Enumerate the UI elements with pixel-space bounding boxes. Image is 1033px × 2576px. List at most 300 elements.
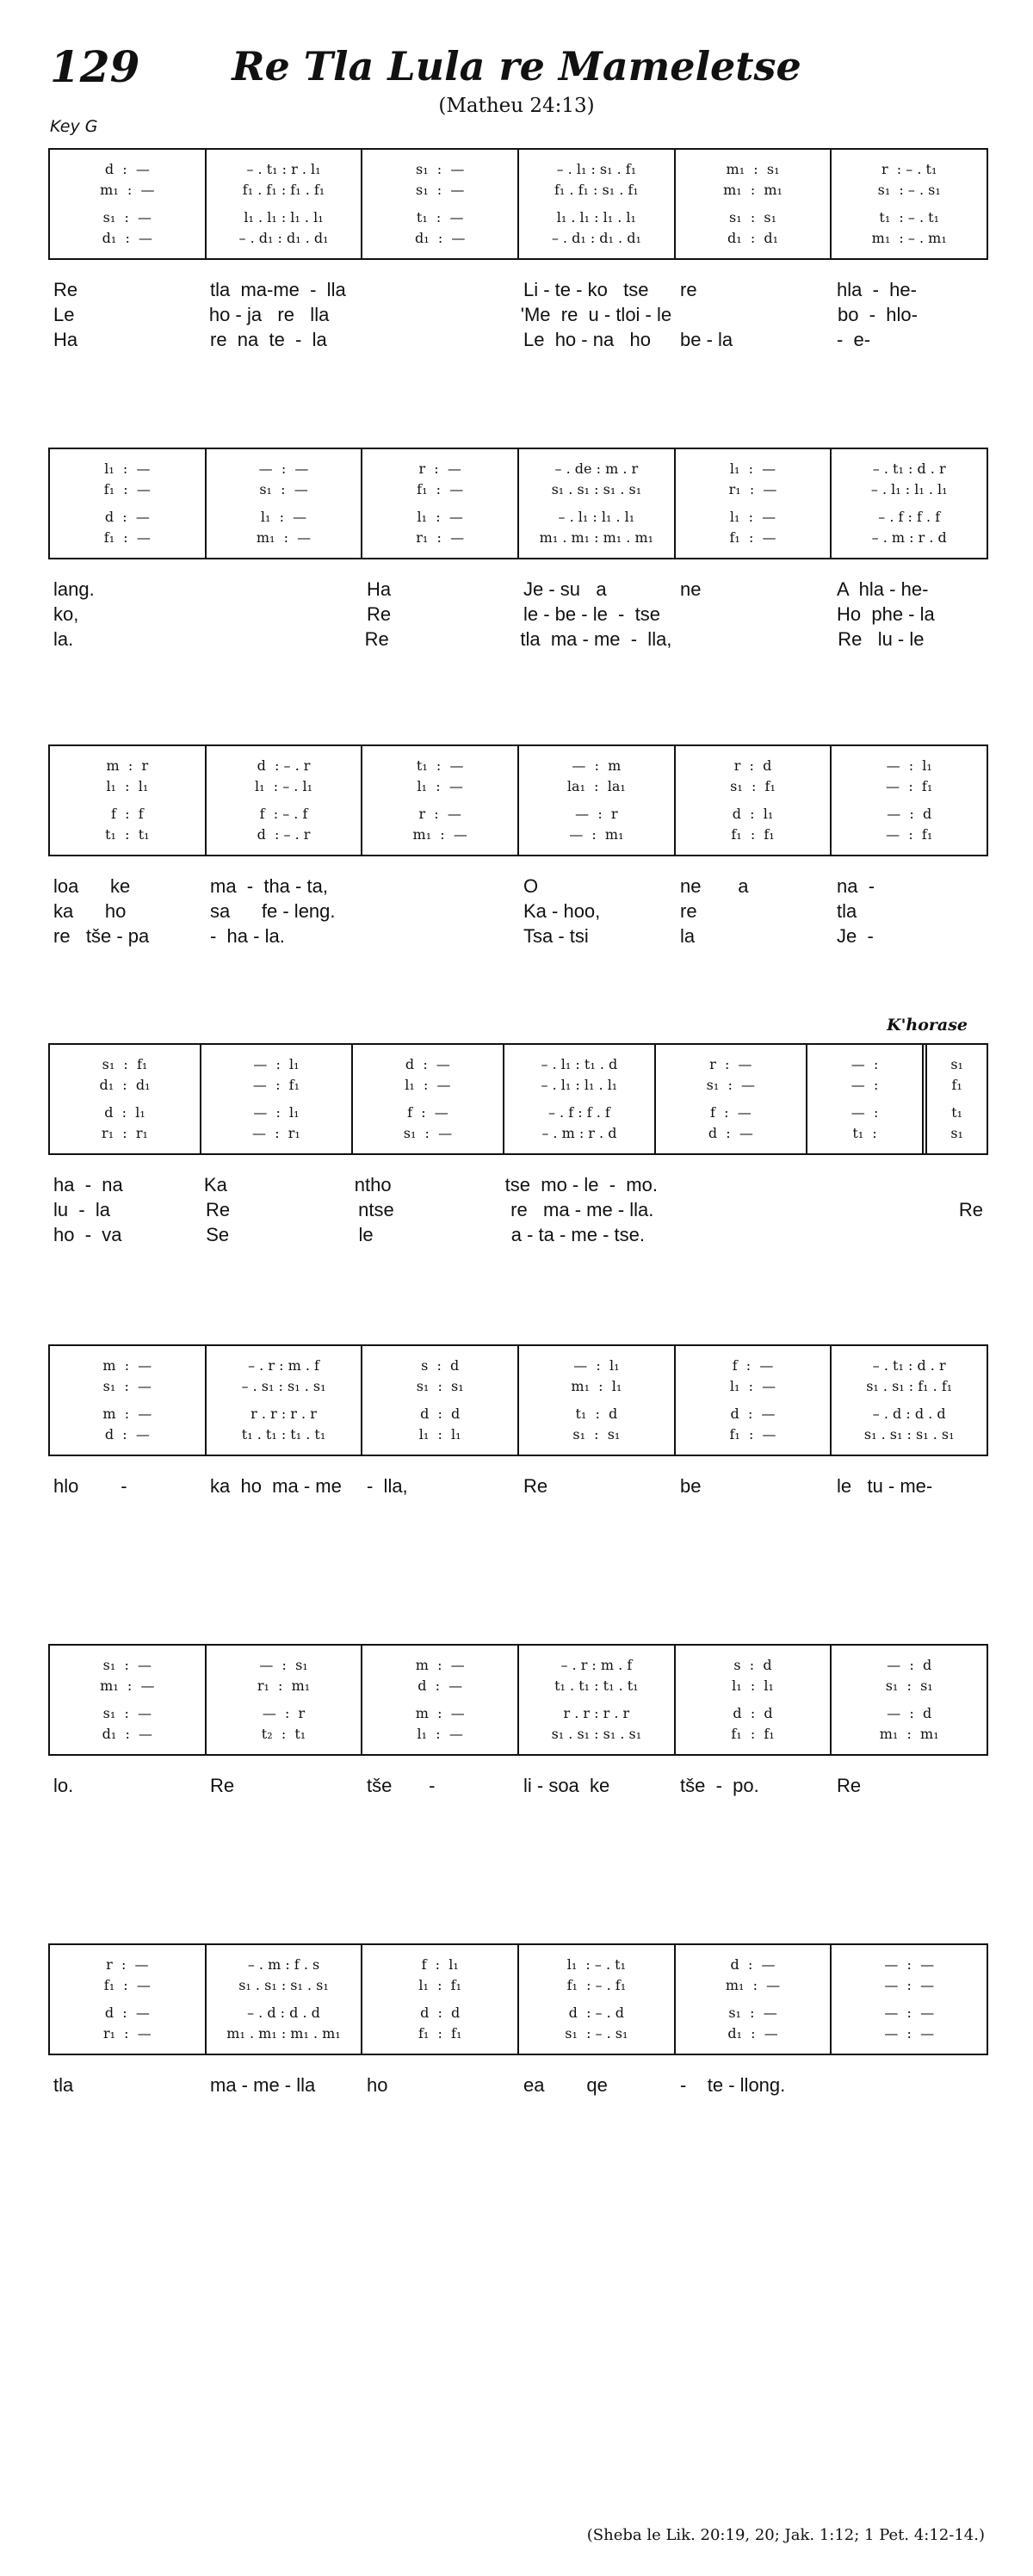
solfa-voice: d : —: [418, 1677, 463, 1694]
lyric-syllables: Le: [53, 304, 75, 325]
solfa-voice: s₁ : s₁: [729, 209, 777, 225]
lyric-syllables: la: [680, 925, 696, 947]
lyric-syllables: ho - ja re lla: [208, 304, 330, 325]
lyric-syllables: [205, 602, 362, 627]
solfa-voice: – . d : d . d: [872, 1405, 946, 1422]
lyric-syllables: [362, 874, 518, 899]
music-system: [48, 1644, 988, 1798]
solfa-voice: r : – . t₁: [881, 161, 937, 177]
solfa-voice: d₁ : —: [102, 230, 153, 246]
solfa-voice: f₁: [951, 1077, 962, 1093]
lyric-syllables: tla ma - me - lla,: [520, 628, 672, 650]
lyric-syllables: re: [680, 900, 697, 922]
solfa-voice: f₁ : f₁: [731, 826, 775, 843]
solfa-voice: s₁ . s₁ : s₁ . s₁: [238, 1977, 329, 1993]
solfa-voice: — : f₁: [886, 826, 933, 843]
lyric-syllables: bo - hlo-: [838, 304, 918, 325]
measure: [676, 1646, 832, 1754]
lyric-syllables: [811, 1222, 928, 1247]
lyric-syllables: ko,: [53, 603, 79, 625]
lyric-syllables: [832, 2073, 988, 2097]
solfa-voice: t₂ : t₁: [261, 1726, 306, 1742]
measure: [832, 1945, 987, 2054]
solfa-voice: – . de : m . r: [554, 460, 639, 477]
solfa-voice: – . m : r . d: [541, 1125, 617, 1141]
key-signature: Key G: [50, 117, 98, 136]
solfa-voice: – . f : f . f: [547, 1104, 610, 1121]
solfa-voice: l₁ : —: [729, 509, 776, 525]
solfa-voice: f₁ : —: [103, 1977, 151, 1993]
lyric-syllables: [362, 899, 518, 924]
solfa-voice: s₁ : —: [403, 1125, 453, 1141]
solfa-voice: t₁ . t₁ : t₁ . t₁: [241, 1426, 326, 1442]
staff: [48, 1344, 988, 1456]
solfa-voice: f₁ : – . f₁: [566, 1977, 627, 1993]
lyrics-block: [48, 2073, 988, 2097]
solfa-voice: s₁: [950, 1056, 963, 1072]
lyric-line: [48, 874, 988, 899]
solfa-voice: s₁ : —: [416, 182, 465, 198]
solfa-voice: r : d: [733, 757, 772, 774]
solfa-voice: — : l₁: [253, 1104, 300, 1121]
measure: [50, 1045, 201, 1153]
lyric-line: [48, 1222, 988, 1247]
lyric-syllables: Ka - hoo,: [523, 900, 601, 922]
lyric-syllables: [675, 602, 832, 627]
measure: [207, 449, 363, 558]
solfa-voice: t₁ : —: [416, 209, 464, 225]
solfa-voice: d : —: [104, 161, 150, 177]
solfa-voice: l₁ : —: [260, 509, 307, 525]
measure: [50, 1346, 207, 1455]
lyric-syllables: a - ta - me - tse.: [510, 1224, 646, 1245]
lyric-line: [48, 924, 988, 948]
solfa-voice: s₁ : – . s₁: [877, 182, 941, 198]
solfa-voice: r₁ : r₁: [102, 1125, 148, 1141]
solfa-voice: f₁ : —: [729, 529, 776, 546]
solfa-voice: — : l₁: [253, 1056, 300, 1072]
solfa-voice: f : l₁: [421, 1956, 459, 1973]
measure: [362, 1945, 519, 2054]
lyric-syllables: re tše - pa: [53, 925, 150, 947]
lyric-syllables: tla: [837, 900, 857, 922]
solfa-voice: t₁ : —: [416, 757, 464, 774]
solfa-voice: – . l₁ : l₁ . l₁: [870, 481, 948, 497]
solfa-voice: m₁ : m₁: [723, 182, 782, 198]
solfa-voice: f₁ . f₁ : f₁ . f₁: [242, 182, 325, 198]
measure: [353, 1045, 504, 1153]
lyric-syllables: hlo -: [53, 1475, 127, 1497]
solfa-voice: s : d: [421, 1357, 460, 1374]
solfa-voice: – . f : f . f: [878, 509, 941, 525]
solfa-voice: t₁: [951, 1104, 963, 1121]
solfa-voice: l₁ : – . l₁: [255, 778, 312, 794]
solfa-voice: d₁ : d₁: [99, 1077, 151, 1093]
solfa-voice: s₁ : f₁: [102, 1056, 148, 1072]
staff: [48, 1043, 988, 1155]
lyric-syllables: Re: [53, 279, 78, 300]
solfa-voice: d : l₁: [104, 1104, 145, 1121]
solfa-voice: s₁: [950, 1125, 963, 1141]
solfa-voice: s₁ : s₁: [885, 1677, 933, 1694]
measure: [50, 746, 207, 855]
solfa-voice: r : —: [709, 1056, 752, 1072]
solfa-voice: l₁ : —: [405, 1077, 451, 1093]
lyric-syllables: tla: [53, 2074, 74, 2096]
solfa-voice: s₁ : —: [416, 161, 465, 177]
lyric-syllables: re: [680, 279, 697, 300]
solfa-voice: s₁ : – . s₁: [565, 2025, 628, 2042]
solfa-voice: – . t₁ : d . r: [872, 460, 946, 477]
lyric-syllables: - e-: [837, 329, 871, 350]
measure: [207, 1646, 363, 1754]
lyric-syllables: Re: [367, 603, 392, 625]
solfa-voice: d : – . r: [257, 757, 311, 774]
solfa-voice: — : s₁: [259, 1657, 308, 1673]
measure: [207, 1945, 363, 2054]
solfa-voice: – . d₁ : d₁ . d₁: [238, 230, 329, 246]
solfa-voice: t₁ : – . t₁: [879, 209, 939, 225]
solfa-voice: s₁ : —: [102, 209, 152, 225]
measure: [50, 1945, 207, 2054]
solfa-voice: — : r: [575, 806, 618, 822]
solfa-voice: s₁ . s₁ : f₁ . f₁: [866, 1378, 953, 1394]
lyric-syllables: - ha - la.: [210, 925, 285, 947]
solfa-voice: d : – . d: [568, 2005, 625, 2021]
solfa-voice: – . r : m . f: [248, 1357, 319, 1374]
solfa-voice: d : – . r: [257, 826, 311, 843]
solfa-voice: — :: [851, 1077, 879, 1093]
lyric-syllables: 'Me re u - tloi - le: [520, 304, 672, 325]
lyric-syllables: [205, 577, 362, 602]
staff: [48, 744, 988, 856]
solfa-voice: m : —: [415, 1705, 465, 1721]
lyric-syllables: loa ke: [53, 875, 131, 897]
solfa-voice: t₁ : t₁: [105, 826, 150, 843]
solfa-voice: m : —: [102, 1405, 152, 1422]
lyric-syllables: [929, 1172, 988, 1197]
solfa-voice: — : r: [262, 1705, 306, 1721]
measure: [207, 746, 363, 855]
solfa-voice: m₁ . m₁ : m₁ . m₁: [539, 529, 654, 546]
lyric-syllables: ka ho ma - me: [210, 1475, 342, 1497]
solfa-voice: s₁ : —: [102, 1657, 152, 1673]
lyric-syllables: Re lu - le: [838, 628, 925, 650]
solfa-voice: – . l₁ : t₁ . d: [541, 1056, 618, 1072]
lyric-syllables: Ha: [53, 329, 78, 350]
solfa-voice: m : —: [102, 1357, 152, 1374]
solfa-voice: — :: [851, 1056, 879, 1072]
lyric-syllables: [677, 302, 832, 327]
solfa-voice: m : —: [415, 1657, 465, 1673]
solfa-voice: m₁ : s₁: [726, 161, 780, 177]
footnote: (Sheba le Lik. 20:19, 20; Jak. 1:12; 1 Pet. 4:12-14.): [586, 2526, 985, 2544]
solfa-voice: — : r₁: [252, 1125, 300, 1141]
solfa-voice: s : d: [733, 1657, 772, 1673]
measure: [362, 1646, 519, 1754]
solfa-voice: f₁ : —: [729, 1426, 776, 1442]
lyric-syllables: Re: [206, 1199, 231, 1220]
lyric-syllables: na -: [837, 875, 875, 897]
lyric-syllables: tše - po.: [680, 1775, 759, 1796]
solfa-voice: s₁ : —: [102, 1378, 152, 1394]
solfa-voice: – . d₁ : d₁ . d₁: [551, 230, 641, 246]
solfa-voice: – . l₁ : l₁ . l₁: [541, 1077, 618, 1093]
solfa-voice: – . t₁ : d . r: [872, 1357, 946, 1374]
music-system: [48, 148, 988, 352]
solfa-voice: d : —: [730, 1956, 776, 1973]
solfa-voice: s₁ . s₁ : s₁ . s₁: [863, 1426, 955, 1442]
lyric-syllables: be - la: [680, 329, 733, 350]
measure: [676, 746, 832, 855]
staff: [48, 1943, 988, 2055]
solfa-voice: f₁ : —: [417, 481, 464, 497]
solfa-voice: m₁ : —: [100, 1677, 155, 1694]
solfa-voice: m₁ : —: [412, 826, 467, 843]
lyric-syllables: tse mo - le - mo.: [504, 1174, 658, 1195]
lyric-syllables: ho - va: [53, 1224, 122, 1245]
solfa-voice: d : d: [420, 1405, 461, 1422]
lyric-syllables: ne a: [680, 875, 749, 897]
lyric-syllables: ka ho: [53, 900, 127, 922]
solfa-voice: – . m : r . d: [871, 529, 947, 546]
lyric-syllables: Le ho - na ho: [523, 329, 651, 350]
lyric-syllables: Ho phe - la: [837, 603, 935, 625]
solfa-voice: s₁ : f₁: [730, 778, 776, 794]
lyric-syllables: be: [680, 1475, 702, 1497]
solfa-voice: r : —: [418, 460, 461, 477]
solfa-voice: – . m : f . s: [247, 1956, 320, 1973]
lyric-line: [48, 627, 988, 652]
lyric-syllables: - te - llong.: [680, 2074, 786, 2096]
lyric-syllables: [362, 924, 518, 948]
lyric-syllables: hla - he-: [837, 279, 917, 300]
lyric-syllables: ma - me - lla: [210, 2074, 316, 2096]
measure: [519, 150, 676, 258]
lyric-syllables: [663, 1172, 813, 1197]
solfa-voice: m₁ : l₁: [571, 1378, 622, 1394]
lyric-syllables: ho: [367, 2074, 388, 2096]
solfa-voice: — : —: [884, 1977, 935, 1993]
lyric-syllables: Ha: [367, 578, 392, 600]
lyric-syllables: li - soa ke: [523, 1775, 610, 1796]
solfa-voice: – . t₁ : r . l₁: [246, 161, 321, 177]
lyrics-block: [48, 1773, 988, 1798]
measure: [50, 1646, 207, 1754]
lyric-syllables: Li - te - ko tse: [523, 279, 649, 300]
solfa-voice: d : —: [708, 1125, 753, 1141]
solfa-voice: d : —: [730, 1405, 776, 1422]
solfa-voice: l₁ : —: [729, 460, 776, 477]
lyric-syllables: sa fe - leng.: [210, 900, 336, 922]
measure: [504, 1045, 656, 1153]
measure: [201, 1045, 353, 1153]
measure: [656, 1045, 807, 1153]
lyric-syllables: ma - tha - ta,: [210, 875, 328, 897]
measure: [362, 746, 519, 855]
solfa-voice: f₁ : —: [103, 529, 151, 546]
lyrics-block: [48, 577, 988, 652]
solfa-voice: m₁ : – . m₁: [871, 230, 947, 246]
solfa-voice: l₁ : l₁: [106, 778, 149, 794]
solfa-voice: s₁ : —: [706, 1077, 756, 1093]
measure: [207, 1346, 363, 1455]
solfa-voice: — : l₁: [573, 1357, 620, 1374]
solfa-voice: l₁ : —: [417, 509, 463, 525]
lyric-syllables: Re: [210, 1775, 235, 1796]
solfa-voice: l₁ : —: [104, 460, 151, 477]
solfa-voice: — : —: [884, 2005, 935, 2021]
solfa-voice: – . s₁ : s₁ . s₁: [241, 1378, 326, 1394]
chorus-label: K'horase: [887, 1016, 968, 1035]
music-system: [48, 448, 988, 652]
lyric-syllables: [360, 302, 516, 327]
lyric-syllables: [928, 1222, 988, 1247]
music-system: [48, 1943, 988, 2097]
lyric-syllables: Re: [523, 1475, 548, 1497]
solfa-voice: s₁ : —: [102, 1705, 152, 1721]
hymn-title: Re Tla Lula re Mameletse: [232, 43, 801, 90]
lyric-syllables: O: [523, 875, 539, 897]
lyrics-block: [48, 874, 988, 948]
lyric-line: [48, 899, 988, 924]
staff: [48, 148, 988, 260]
solfa-voice: r . r : r . r: [251, 1405, 317, 1422]
lyric-syllables: le - be - le - tse: [523, 603, 660, 625]
lyric-line: [48, 602, 988, 627]
solfa-voice: – . r : m . f: [560, 1657, 633, 1673]
solfa-voice: la₁ : la₁: [566, 778, 626, 794]
measure: [50, 449, 207, 558]
lyric-syllables: re na te - la: [210, 329, 327, 350]
lyric-line: [48, 577, 988, 602]
scripture-reference: (Matheu 24:13): [438, 95, 595, 117]
solfa-voice: — : f₁: [252, 1077, 300, 1093]
lyric-line: [48, 327, 988, 352]
solfa-voice: m₁ : —: [725, 1977, 781, 1993]
staff: [48, 1644, 988, 1756]
solfa-voice: d : —: [405, 1056, 450, 1072]
lyric-syllables: [811, 1197, 928, 1222]
solfa-voice: d : d: [420, 2005, 461, 2021]
lyric-syllables: Re: [364, 628, 389, 650]
lyric-syllables: lu - la: [53, 1199, 111, 1220]
measure: [519, 1945, 676, 2054]
solfa-voice: r : —: [106, 1956, 149, 1973]
music-system: [48, 744, 988, 948]
solfa-voice: m₁ : —: [256, 529, 312, 546]
solfa-voice: t₁ :: [852, 1125, 877, 1141]
solfa-voice: l₁ . l₁ : l₁ . l₁: [556, 209, 636, 225]
solfa-voice: s₁ : —: [728, 2005, 777, 2021]
measure: [519, 1346, 676, 1455]
staff: [48, 448, 988, 559]
solfa-voice: m : r: [106, 757, 149, 774]
solfa-voice: r₁ : —: [728, 481, 777, 497]
music-system: [48, 1043, 988, 1247]
measure: [927, 1045, 987, 1153]
lyric-syllables: [677, 627, 832, 652]
solfa-voice: d₁ : d₁: [727, 230, 779, 246]
lyric-syllables: Ka: [203, 1174, 227, 1195]
lyric-syllables: [204, 627, 360, 652]
lyric-syllables: Re: [958, 1199, 983, 1220]
solfa-voice: — : d: [887, 1705, 932, 1721]
solfa-voice: — : d: [887, 806, 932, 822]
solfa-voice: — : f₁: [886, 778, 933, 794]
solfa-voice: — : l₁: [886, 757, 932, 774]
lyric-syllables: le: [358, 1224, 374, 1245]
lyric-syllables: [362, 327, 518, 352]
measure: [207, 150, 363, 258]
solfa-voice: f₁ : —: [103, 481, 151, 497]
solfa-voice: s₁ : —: [259, 481, 308, 497]
solfa-voice: d₁ : —: [727, 2025, 778, 2042]
lyric-syllables: re ma - me - lla.: [510, 1199, 654, 1220]
lyric-syllables: tla ma-me - lla: [210, 279, 346, 300]
solfa-voice: f₁ : f₁: [731, 1726, 775, 1742]
solfa-voice: f : – . f: [259, 806, 308, 822]
measure: [362, 150, 519, 258]
solfa-voice: r₁ : m₁: [257, 1677, 311, 1694]
lyric-syllables: Re: [837, 1775, 862, 1796]
measure: [832, 150, 987, 258]
lyric-syllables: ne: [680, 578, 702, 600]
solfa-voice: d : d: [733, 1705, 773, 1721]
solfa-voice: f : f: [111, 806, 144, 822]
solfa-voice: — : d: [887, 1657, 932, 1673]
lyric-line: [48, 2073, 988, 2097]
lyrics-block: [48, 277, 988, 352]
solfa-voice: d : l₁: [732, 806, 774, 822]
solfa-voice: m₁ . m₁ : m₁ . m₁: [226, 2025, 341, 2042]
lyric-line: [48, 1473, 988, 1498]
solfa-voice: l₁ : – . t₁: [566, 1956, 626, 1973]
lyric-syllables: [813, 1172, 929, 1197]
lyric-syllables: Je - su a: [523, 578, 607, 600]
solfa-voice: f : —: [732, 1357, 774, 1374]
solfa-voice: r₁ : —: [102, 2025, 152, 2042]
lyric-syllables: ea qe: [523, 2074, 608, 2096]
solfa-voice: f₁ . f₁ : s₁ . f₁: [554, 182, 639, 198]
lyric-line: [48, 1773, 988, 1798]
lyric-line: [48, 277, 988, 302]
solfa-voice: r . r : r . r: [563, 1705, 630, 1721]
lyric-syllables: Se: [206, 1224, 230, 1245]
lyrics-block: [48, 1172, 988, 1247]
lyric-syllables: [659, 1222, 811, 1247]
measure: [362, 449, 519, 558]
lyrics-block: [48, 1473, 988, 1498]
lyric-syllables: - lla,: [367, 1475, 408, 1497]
measure: [519, 449, 676, 558]
solfa-voice: d : —: [104, 2005, 150, 2021]
measure: [519, 746, 676, 855]
measure: [807, 1045, 927, 1153]
solfa-voice: — :: [851, 1104, 879, 1121]
solfa-voice: m₁ : —: [100, 182, 155, 198]
solfa-voice: d : —: [104, 1426, 150, 1442]
measure: [362, 1346, 519, 1455]
measure: [50, 150, 207, 258]
lyric-syllables: lo.: [53, 1775, 74, 1796]
solfa-voice: f : —: [710, 1104, 752, 1121]
lyric-syllables: lang.: [53, 578, 95, 600]
lyric-syllables: [659, 1197, 811, 1222]
lyric-syllables: tše -: [367, 1775, 436, 1796]
lyric-syllables: Je -: [837, 925, 874, 947]
music-system: [48, 1344, 988, 1498]
